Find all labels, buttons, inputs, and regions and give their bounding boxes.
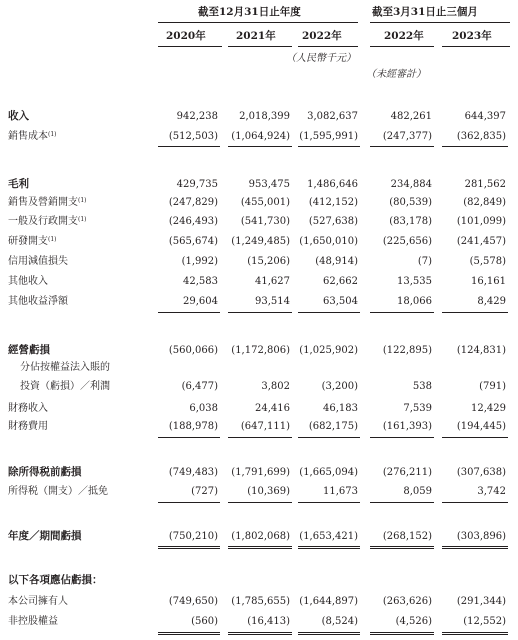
value-cell: 1,486,646: [307, 179, 358, 190]
row-label-attributable-to: 以下各項應佔虧損：: [8, 574, 103, 586]
header-col-rule-3: [298, 46, 358, 47]
value-cell: 62,662: [323, 276, 358, 287]
subtotal-rule: [228, 146, 292, 147]
value-cell: 41,627: [255, 276, 290, 287]
subtotal-rule: [442, 437, 508, 438]
value-cell: 13,535: [397, 276, 432, 287]
value-cell: (188,978): [168, 421, 218, 432]
total-rule: [370, 632, 434, 635]
value-cell: (246,493): [168, 216, 218, 227]
row-label-finance-costs: 財務費用: [8, 421, 48, 432]
row-label-gross-profit: 毛利: [8, 178, 29, 190]
subtotal-rule: [228, 312, 292, 313]
value-cell: (560,066): [168, 345, 218, 356]
value-cell: 24,416: [255, 403, 290, 414]
value-cell: (16,413): [247, 616, 290, 627]
total-rule: [370, 546, 434, 549]
header-col-rule-5: [442, 46, 510, 47]
subtotal-rule: [370, 502, 434, 503]
value-cell: (1,172,806): [231, 345, 290, 356]
subtotal-rule: [158, 437, 220, 438]
value-cell: (7): [417, 256, 432, 267]
value-cell: 644,397: [464, 111, 506, 122]
value-cell: (5,578): [469, 256, 506, 267]
total-rule: [228, 546, 292, 549]
value-cell: (6,477): [181, 381, 218, 392]
value-cell: 16,161: [471, 276, 506, 287]
value-cell: 3,742: [477, 486, 506, 497]
value-cell: (80,539): [389, 197, 432, 208]
header-group-fiscal-year: 截至12月31日止年度: [198, 6, 301, 18]
row-label-selling-marketing: 銷售及營銷開支$^{(1)}$: [8, 197, 87, 208]
value-cell: 482,261: [390, 111, 432, 122]
row-label-loss-for-period: 年度／期間虧損: [8, 530, 82, 542]
value-cell: (263,626): [382, 596, 432, 607]
value-cell: (1,644,897): [299, 596, 358, 607]
subtotal-rule: [298, 312, 360, 313]
value-cell: (83,178): [389, 216, 432, 227]
value-cell: 6,038: [189, 403, 218, 414]
row-label-owners: 本公司擁有人: [8, 596, 68, 607]
row-label-operating-loss: 經營虧損: [8, 344, 50, 356]
value-cell: (749,483): [168, 467, 218, 478]
header-group-rule-q: [370, 22, 510, 23]
value-cell: (124,831): [456, 345, 506, 356]
unit-note: （人民幣千元）: [286, 53, 356, 64]
value-cell: (750,210): [168, 531, 218, 542]
value-cell: (527,638): [308, 216, 358, 227]
value-cell: 93,514: [255, 296, 290, 307]
value-cell: 2,018,399: [239, 111, 290, 122]
row-label-cost-of-sales: 銷售成本$^{(1)}$: [8, 131, 57, 142]
value-cell: (194,445): [456, 421, 506, 432]
value-cell: (1,791,699): [231, 467, 290, 478]
value-cell: (3,200): [321, 381, 358, 392]
header-col-2022-q: 2022年: [384, 30, 424, 42]
header-group-rule-fy: [158, 22, 358, 23]
value-cell: (303,896): [456, 531, 506, 542]
header-group-three-months: 截至3月31日止三個月: [372, 6, 478, 18]
value-cell: (225,656): [382, 236, 432, 247]
value-cell: (727): [191, 486, 218, 497]
value-cell: 8,059: [403, 486, 432, 497]
value-cell: (1,653,421): [299, 531, 358, 542]
value-cell: (541,730): [240, 216, 290, 227]
total-rule: [158, 632, 220, 635]
subtotal-rule: [298, 146, 360, 147]
value-cell: (1,802,068): [231, 531, 290, 542]
unaudited-note: （未經審計）: [366, 69, 426, 80]
row-label-finance-income: 財務收入: [8, 403, 48, 414]
value-cell: (241,457): [456, 236, 506, 247]
subtotal-rule: [370, 146, 434, 147]
header-col-2023-q: 2023年: [452, 30, 492, 42]
value-cell: (8,524): [321, 616, 358, 627]
total-rule: [228, 632, 292, 635]
value-cell: 7,539: [403, 403, 432, 414]
value-cell: (10,369): [247, 486, 290, 497]
row-label-income-tax: 所得税（開支）／抵免: [8, 486, 108, 497]
value-cell: (48,914): [315, 256, 358, 267]
value-cell: (1,064,924): [231, 131, 290, 142]
value-cell: (268,152): [382, 531, 432, 542]
value-cell: (565,674): [168, 236, 218, 247]
value-cell: 3,082,637: [307, 111, 358, 122]
row-label-revenue: 收入: [8, 110, 29, 122]
subtotal-rule: [370, 312, 434, 313]
value-cell: 11,673: [323, 486, 358, 497]
value-cell: (455,001): [240, 197, 290, 208]
value-cell: (362,835): [456, 131, 506, 142]
value-cell: 429,735: [176, 179, 218, 190]
header-col-rule-2: [228, 46, 292, 47]
value-cell: (307,638): [456, 467, 506, 478]
row-label-equity-share-line1: 分佔按權益法入賬的: [20, 362, 110, 373]
value-cell: (560): [191, 616, 218, 627]
value-cell: (749,650): [168, 596, 218, 607]
subtotal-rule: [442, 146, 508, 147]
value-cell: (12,552): [463, 616, 506, 627]
value-cell: (1,665,094): [299, 467, 358, 478]
value-cell: (1,992): [181, 256, 218, 267]
row-label-credit-impairment: 信用減值損失: [8, 256, 68, 267]
value-cell: 42,583: [183, 276, 218, 287]
value-cell: 953,475: [248, 179, 290, 190]
value-cell: 281,562: [464, 179, 506, 190]
value-cell: (647,111): [240, 421, 290, 432]
value-cell: (276,211): [382, 467, 432, 478]
subtotal-rule: [158, 312, 220, 313]
value-cell: (791): [479, 381, 506, 392]
subtotal-rule: [442, 312, 508, 313]
value-cell: (1,249,485): [231, 236, 290, 247]
value-cell: (512,503): [168, 131, 218, 142]
value-cell: (1,785,655): [231, 596, 290, 607]
subtotal-rule: [228, 437, 292, 438]
total-rule: [298, 632, 360, 635]
value-cell: (82,849): [463, 197, 506, 208]
value-cell: (1,595,991): [299, 131, 358, 142]
value-cell: (4,526): [395, 616, 432, 627]
header-col-2021: 2021年: [236, 30, 276, 42]
value-cell: 538: [412, 381, 432, 392]
value-cell: (122,895): [382, 345, 432, 356]
value-cell: (1,650,010): [299, 236, 358, 247]
value-cell: (291,344): [456, 596, 506, 607]
header-col-2020: 2020年: [166, 30, 206, 42]
value-cell: (247,377): [382, 131, 432, 142]
header-col-2022: 2022年: [302, 30, 342, 42]
subtotal-rule: [158, 502, 220, 503]
header-col-rule-1: [158, 46, 222, 47]
value-cell: (412,152): [308, 197, 358, 208]
value-cell: (15,206): [247, 256, 290, 267]
subtotal-rule: [298, 437, 360, 438]
subtotal-rule: [442, 502, 508, 503]
subtotal-rule: [298, 502, 360, 503]
total-rule: [442, 546, 508, 549]
value-cell: 18,066: [397, 296, 432, 307]
row-label-non-controlling: 非控股權益: [8, 616, 58, 627]
value-cell: 8,429: [477, 296, 506, 307]
value-cell: 29,604: [183, 296, 218, 307]
total-rule: [158, 546, 220, 549]
value-cell: 12,429: [471, 403, 506, 414]
row-label-rnd: 研發開支$^{(1)}$: [8, 236, 57, 247]
value-cell: 63,504: [323, 296, 358, 307]
row-label-other-gains: 其他收益淨額: [8, 296, 68, 307]
value-cell: 234,884: [390, 179, 432, 190]
value-cell: (101,099): [456, 216, 506, 227]
value-cell: (247,829): [168, 197, 218, 208]
row-label-equity-share-line2: 投資（虧損）／利潤: [20, 381, 110, 392]
row-label-other-income: 其他收入: [8, 276, 48, 287]
subtotal-rule: [228, 502, 292, 503]
subtotal-rule: [158, 146, 220, 147]
value-cell: (682,175): [308, 421, 358, 432]
value-cell: (161,393): [382, 421, 432, 432]
value-cell: 46,183: [323, 403, 358, 414]
value-cell: 942,238: [176, 111, 218, 122]
row-label-loss-before-tax: 除所得税前虧損: [8, 466, 82, 478]
value-cell: (1,025,902): [299, 345, 358, 356]
subtotal-rule: [370, 437, 434, 438]
row-label-general-admin: 一般及行政開支$^{(1)}$: [8, 216, 87, 227]
value-cell: 3,802: [261, 381, 290, 392]
header-col-rule-4: [370, 46, 434, 47]
total-rule: [442, 632, 508, 635]
total-rule: [298, 546, 360, 549]
